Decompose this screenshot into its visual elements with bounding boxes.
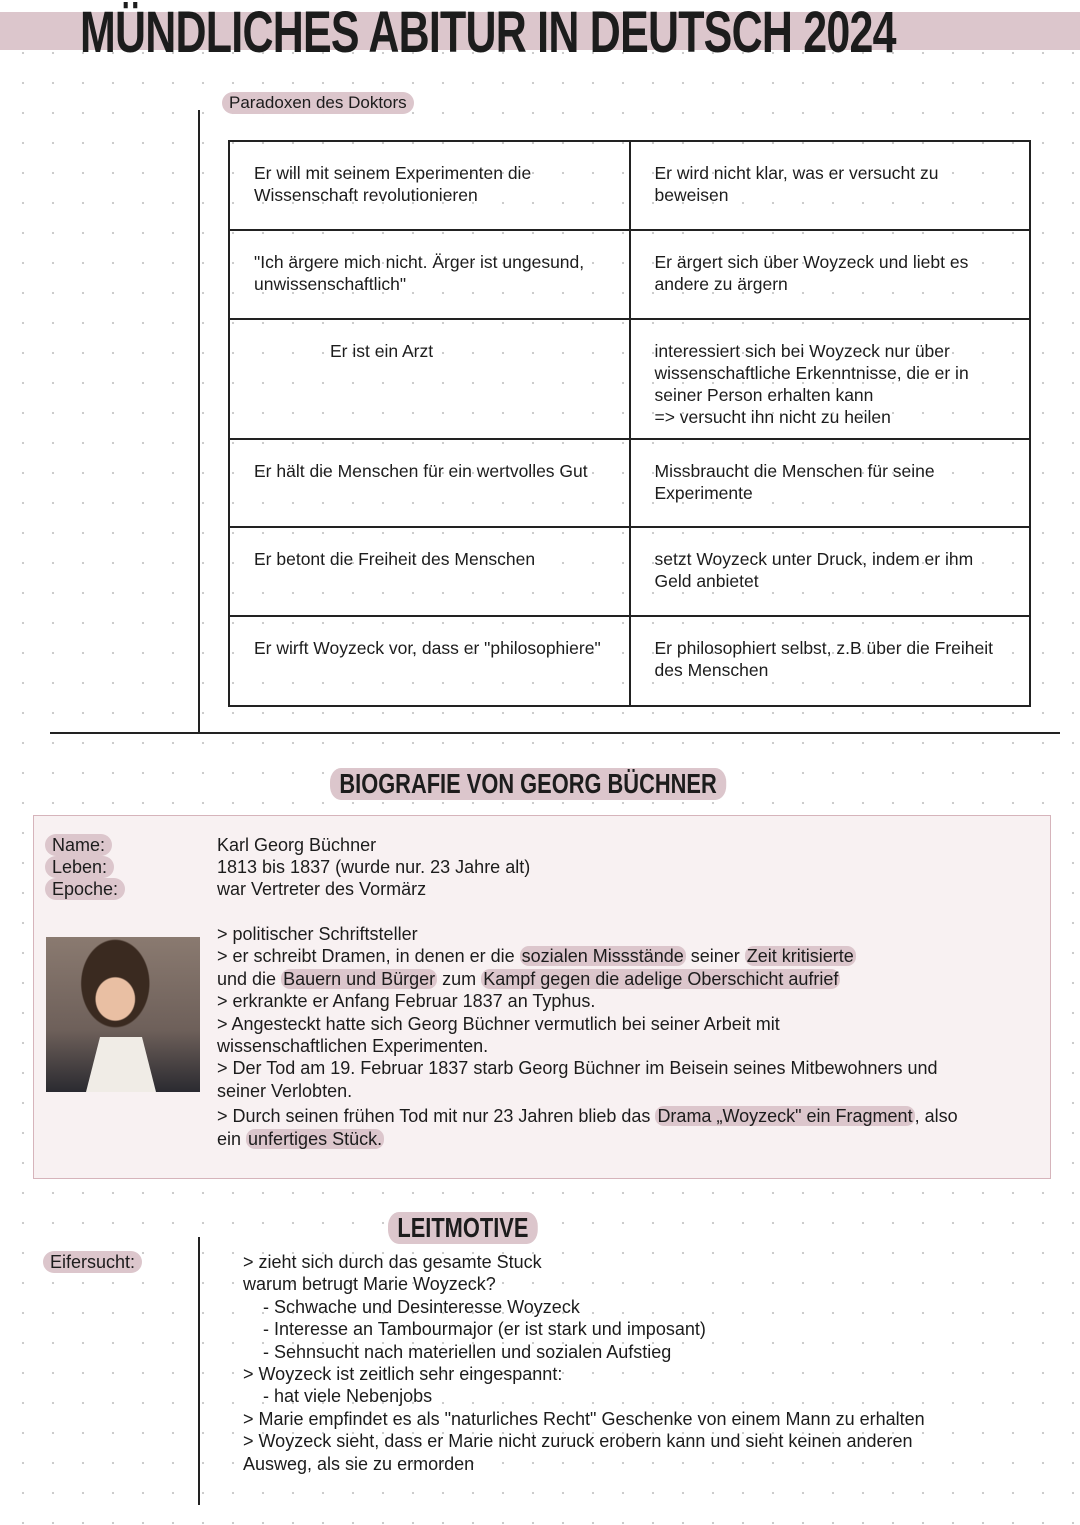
biography-line [217, 968, 1047, 990]
text-segment: > Angesteckt hatte sich Georg Büchner vermutlich bei seiner Arbeit mit [217, 1013, 780, 1034]
leitmotive-line: > zieht sich durch das gesamte Stuck [243, 1252, 542, 1272]
table-row [229, 319, 1030, 439]
text-segment: > politischer Schriftsteller [217, 924, 418, 944]
paradox-contradiction: setzt Woyzeck unter Druck, indem er ihm Geld anbietet [630, 527, 1031, 616]
table-row [229, 141, 1030, 230]
highlighted-text: unfertiges Stück. [248, 1128, 383, 1149]
highlighted-text: Kampf gegen die adelige Oberschicht aufrief [483, 968, 839, 989]
paradox-claim: Er betont die Freiheit des Menschen [229, 527, 630, 616]
leitmotive-line: > Woyzeck sieht, dass er Marie nicht zuruck erobern kann und sieht keinen anderen [243, 1431, 913, 1452]
leitmotive-line: - hat viele Nebenjobs [243, 1386, 433, 1407]
table-row [229, 616, 1030, 706]
name-value: Karl Georg Büchner [217, 835, 377, 855]
biography-heading: BIOGRAFIE VON GEORG BÜCHNER [330, 768, 726, 800]
margin-line [198, 110, 200, 734]
biography-line [217, 1013, 1047, 1035]
paradox-claim: Er hält die Menschen für ein wertvolles Gut [229, 439, 630, 527]
text-segment: seiner [685, 946, 745, 967]
text-segment: > er schreibt Dramen, in denen er die [217, 946, 520, 967]
highlighted-text: sozialen Missstände [521, 946, 684, 967]
text-segment: > Durch seinen frühen Tod mit nur 23 Jahren blieb das [217, 1106, 656, 1127]
text-segment: wissenschaftlichen Experimenten. [217, 1036, 489, 1057]
leitmotive-line: - Interesse an Tambourmajor (er ist stark und imposant) [243, 1319, 706, 1340]
leitmotive-line: > Marie empfindet es als "naturliches Recht" Geschenke von einem Mann zu erhalten [243, 1408, 925, 1429]
leitmotive-text [243, 1251, 925, 1475]
text-segment: ein [217, 1128, 247, 1149]
paradox-contradiction: Er wird nicht klar, was er versucht zu beweisen [630, 141, 1031, 230]
section-divider [50, 732, 1060, 734]
epoch-value: war Vertreter des Vormärz [217, 879, 427, 899]
portrait-image [46, 937, 200, 1092]
paradox-contradiction: interessiert sich bei Woyzeck nur über wissenschaftliche Erkenntnisse, die er in seiner Person erhalten kann => versucht ihn nicht zu heilen [630, 319, 1031, 439]
paradox-claim: Er will mit seinem Experimenten die Wissenschaft revolutionieren [229, 141, 630, 230]
leitmotive-line: > Woyzeck ist zeitlich sehr eingespannt: [243, 1364, 563, 1385]
text-segment: > erkrankte er Anfang Februar 1837 an Typhus. [217, 991, 596, 1012]
margin-line [198, 1237, 200, 1505]
text-segment: seiner Verlobten. [217, 1080, 353, 1101]
highlighted-text: Bauern und Bürger [283, 968, 436, 989]
leitmotive-line: - Sehnsucht nach materiellen und sozialen Aufstieg [243, 1341, 672, 1362]
paradoxes-table [228, 140, 1031, 707]
text-segment: > Der Tod am 19. Februar 1837 starb Georg Büchner im Beisein seines Mitbewohners und [217, 1058, 938, 1079]
text-segment: und die [217, 968, 282, 989]
text-segment: zum [437, 968, 482, 989]
leitmotive-line: Ausweg, als sie zu ermorden [243, 1453, 475, 1474]
biography-line [217, 945, 1047, 967]
life-label: Leben: [45, 856, 114, 878]
paradoxes-heading: Paradoxen des Doktors [222, 92, 414, 114]
leitmotive-line: warum betrugt Marie Woyzeck? [243, 1274, 496, 1295]
eifersucht-label: Eifersucht: [43, 1251, 142, 1273]
paradox-claim: Er ist ein Arzt [229, 319, 630, 439]
biography-line [217, 1080, 1047, 1102]
life-value: 1813 bis 1837 (wurde nur. 23 Jahre alt) [217, 857, 531, 877]
name-label: Name: [45, 834, 112, 856]
table-row [229, 439, 1030, 527]
leitmotive-heading: LEITMOTIVE [388, 1212, 538, 1244]
biography-line [217, 1128, 1047, 1150]
highlighted-text: Zeit kritisierte [746, 946, 854, 967]
biography-line [217, 1035, 1047, 1057]
leitmotive-line: - Schwache und Desinteresse Woyzeck [243, 1296, 580, 1317]
table-row [229, 230, 1030, 319]
biography-line [217, 1105, 1047, 1127]
biography-line [217, 923, 1047, 945]
table-row [229, 527, 1030, 616]
biography-text [217, 923, 1047, 1150]
page-title: MÜNDLICHES ABITUR IN DEUTSCH 2024 [80, 0, 896, 65]
biography-line [217, 1057, 1047, 1079]
paradox-contradiction: Missbraucht die Menschen für seine Experimente [630, 439, 1031, 527]
paradox-contradiction: Er ärgert sich über Woyzeck und liebt es andere zu ärgern [630, 230, 1031, 319]
text-segment: , also [914, 1106, 958, 1127]
epoch-label: Epoche: [45, 878, 125, 900]
paradox-claim: "Ich ärgere mich nicht. Ärger ist ungesund, unwissenschaftlich" [229, 230, 630, 319]
paradox-contradiction: Er philosophiert selbst, z.B über die Freiheit des Menschen [630, 616, 1031, 706]
biography-line [217, 990, 1047, 1012]
highlighted-text: Drama „Woyzeck" ein Fragment [657, 1106, 913, 1127]
paradox-claim: Er wirft Woyzeck vor, dass er "philosophiere" [229, 616, 630, 706]
